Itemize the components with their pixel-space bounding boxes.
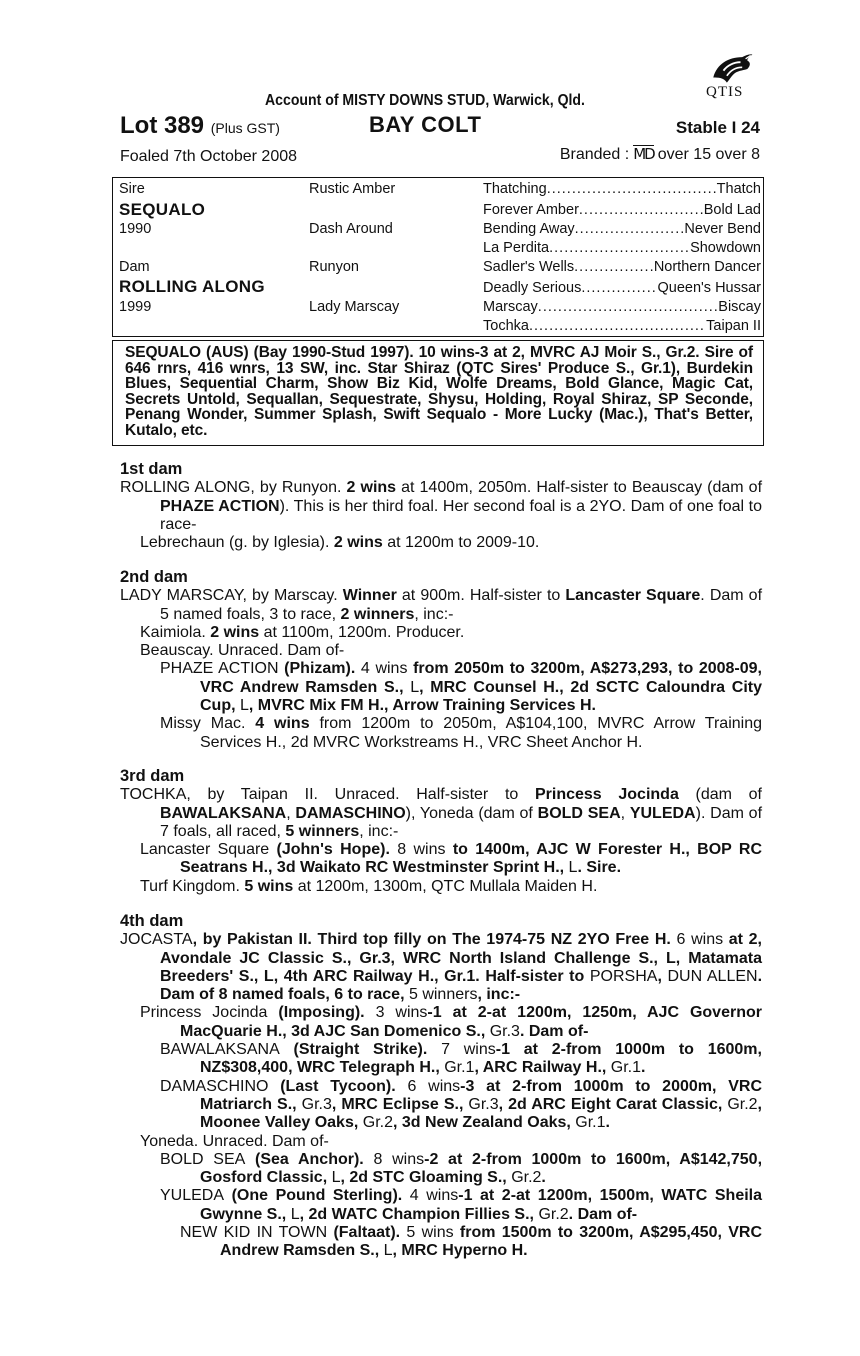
bold-text: , 2d WATC Champion Fillies S., [299,1205,539,1223]
bold-text: (John's Hope). [269,841,398,859]
pedigree-table [112,177,764,337]
bold-text: . [641,1059,646,1077]
bold-text: -1 at 2-at 1200m, 1250m, AJC Governor MacQuarie H., 3d AJC San Domenico S., [180,1004,762,1040]
bold-text: -3 at 2-from 1000m to 2000m, VRC Matriarch S., [200,1077,763,1113]
gen3-name: Forever Amber [483,202,579,218]
gen3-sire: Northern Dancer [653,259,761,275]
gen2-dam-dam: Lady Marscay [309,299,400,315]
gen3-row [483,318,761,334]
sire-year: 1990 [119,221,152,237]
gen3-name: Deadly Serious [483,280,582,296]
bold-text: , inc:- [477,986,521,1004]
lot-label: Lot 389 [120,112,205,139]
bold-text: (Phizam). [278,660,361,678]
bold-text: (Sea Anchor). [245,1150,374,1168]
progeny-paragraph: Kaimiola. 2 wins at 1100m, 1200m. Producer. [140,623,465,641]
third-dam-section [120,767,762,896]
bold-text: to 1400m, AJC W Forester H., BOP RC Seatrans H., 3d Waikato RC Westminster Sprint H., [180,841,763,877]
bold-text: from 1500m to 3200m, A$295,450, VRC Andrew Ramsden S., [220,1224,762,1260]
gen3-row [483,240,761,256]
bold-text: (Faltaat). [327,1224,407,1242]
lot-note: (Plus GST) [210,120,280,136]
gen3-sire: Showdown [690,240,761,256]
bold-text: , MVRC Mix FM H., Arrow Training Services H. [248,697,596,715]
sire-summary-box [112,340,764,446]
progeny-paragraph: Lancaster Square (John's Hope). 8 wins to 1400m, AJC W Forester H., BOP RC Seatrans H., 3d Waikato RC Westminster Sprint H., L. Sire. [140,841,763,877]
bold-text: from 2050m to 3200m, A$273,293, to 2008-09, VRC Andrew Ramsden S., [200,660,763,696]
foaled-date: Foaled 7th October 2008 [120,148,298,165]
gen3-sire: Never Bend [684,221,761,237]
bold-text: , [657,967,668,985]
progeny-paragraph: BAWALAKSANA (Straight Strike). 7 wins-1 at 2-from 1000m to 1600m, NZ$308,400, WRC Telegraph H., Gr.1, ARC Railway H., Gr.1. [160,1041,762,1077]
progeny-paragraph: Turf Kingdom. 5 wins at 1200m, 1300m, QTC Mullala Maiden H. [140,877,598,895]
bold-text: 2 wins [210,623,260,641]
section-title: 1st dam [120,460,183,478]
gen3-name: Marscay [483,299,538,315]
horse-description: BAY COLT [369,112,482,137]
bold-text: (Straight Strike). [279,1041,442,1059]
bold-text: Princess Jocinda [534,786,679,804]
bold-text: , Moonee Valley Oaks, [200,1095,762,1132]
bold-text: -1 at 2-at 1200m, 1500m, WATC Sheila Gwynne S., [200,1187,763,1223]
gen3-row [483,280,761,296]
sire-summary: SEQUALO (AUS) (Bay 1990-Stud 1997). 10 wins-3 at 2, MVRC AJ Moir S., Gr.2. Sire of 646 rnrs, 416 wnrs, 13 SW, inc. Star Shiraz (QTC Sires' Produce S., Gr.1), Burdekin Blues, Sequential Charm, Show Biz Kid, Wolfe Dreams, Bold Glance, Magic Cat, Secrets Untold, Sequallan, Sequestrate, Shysu, Holding, Royal Shiraz, SP Seconde, Penang Wonder, Summer Splash, Swift Sequalo - More Lucky (Mac.), That's Better, Kutalo, etc. [125,344,753,439]
bold-text: at 2, Avondale JC Classic S., Gr.3, WRC North Island Challenge S., L, Matamata Breeders' S., L, 4th ARC Railway H., Gr.1. Half-sister to [160,931,762,985]
progeny-paragraph: YULEDA (One Pound Sterling). 4 wins-1 at 2-at 1200m, 1500m, WATC Sheila Gwynne S., L, 2d WATC Champion Fillies S., Gr.2. Dam of- [160,1187,763,1223]
lot-number [120,112,280,140]
sire-name: SEQUALO [119,200,206,219]
dam-paragraph: TOCHKA, by Taipan II. Unraced. Half-sister to Princess Jocinda (dam of BAWALAKSANA, DAMASCHINO), Yoneda (dam of BOLD SEA, YULEDA). Dam of 7 foals, all raced, 5 winners, inc:- [120,786,763,840]
progeny-paragraph: Princess Jocinda (Imposing). 3 wins-1 at 2-at 1200m, 1250m, AJC Governor MacQuarie H., 3d AJC San Domenico S., Gr.3. Dam of- [140,1004,762,1040]
bold-text: , 2d ARC Eight Carat Classic, [498,1095,728,1113]
gen3-row [483,202,761,218]
bold-text: (Last Tycoon). [268,1077,408,1095]
gen3-row [483,259,761,275]
bold-text: YULEDA [629,804,696,822]
bold-text: 4 wins [255,715,310,733]
bold-text: . [605,1114,610,1132]
bold-text: BOLD SEA [537,804,621,822]
sire-label: Sire [119,181,145,197]
section-title: 2nd dam [120,568,188,586]
bold-text: 2 wins [346,479,397,497]
second-dam-section [120,568,762,752]
bold-text: -2 at 2-from 1000m to 1600m, A$142,750, Gosford Classic, [200,1150,763,1187]
progeny-paragraph: Lebrechaun (g. by Iglesia). 2 wins at 1200m to 2009-10. [140,534,540,552]
bold-text: 2 wins [333,534,383,552]
bold-text: DAMASCHINO [295,804,406,822]
gen3-sire: Taipan II [706,318,761,334]
progeny-paragraph: NEW KID IN TOWN (Faltaat). 5 wins from 1500m to 3200m, A$295,450, VRC Andrew Ramsden S., L, MRC Hyperno H. [180,1224,762,1260]
dam-paragraph: LADY MARSCAY, by Marscay. Winner at 900m. Half-sister to Lancaster Square. Dam of 5 named foals, 3 to race, 2 winners, inc:- [120,587,763,623]
section-title: 4th dam [120,912,184,930]
section-title: 3rd dam [120,767,185,785]
stable-number: Stable I 24 [675,118,760,137]
vendor-account: Account of MISTY DOWNS STUD, Warwick, Qld. [265,92,585,109]
bold-text: PHAZE ACTION [160,497,280,515]
progeny-paragraph: Missy Mac. 4 wins from 1200m to 2050m, A$104,100, MVRC Arrow Training Services H., 2d MVRC Workstreams H., VRC Sheet Anchor H. [160,715,763,751]
bold-text: Winner [342,587,397,605]
progeny-paragraph: BOLD SEA (Sea Anchor). 8 wins-2 at 2-from 1000m to 1600m, A$142,750, Gosford Classic, L, 2d STC Gloaming S., Gr.2. [160,1150,763,1187]
qtis-horse-head-logo [704,52,760,86]
dam-label: Dam [119,259,150,275]
bold-text: -1 at 2-from 1000m to 1600m, NZ$308,400, WRC Telegraph H., [200,1041,762,1077]
gen3-name: La Perdita [483,240,550,256]
gen3-row [483,299,761,315]
bold-text: 2 winners [340,605,415,623]
gen3-row [483,181,761,197]
dam-paragraph: ROLLING ALONG, by Runyon. 2 wins at 1400m, 2050m. Half-sister to Beauscay (dam of PHAZE ACTION). This is her third foal. Her second foal is a 2YO. Dam of one foal to race- [120,479,763,533]
bold-text: . Sire. [577,859,622,877]
dam-name: ROLLING ALONG [119,277,265,296]
gen3-sire: Queen's Hussar [657,280,761,296]
bold-text: , MRC Eclipse S., [331,1095,469,1113]
fourth-dam-section [120,912,762,1261]
bold-text: 5 winners [285,822,360,840]
brand-info [560,146,760,164]
gen3-row [483,221,761,237]
bold-text: , MRC Hyperno H. [392,1242,528,1260]
gen2-dam-sire: Runyon [309,259,359,275]
progeny-paragraph: DAMASCHINO (Last Tycoon). 6 wins-3 at 2-from 1000m to 2000m, VRC Matriarch S., Gr.3, MRC Eclipse S., Gr.3, 2d ARC Eight Carat Classic, Gr.2, Moonee Valley Oaks, Gr.2, 3d New Zealand Oaks, Gr.1. [160,1077,763,1132]
gen2-sire-sire: Rustic Amber [309,181,396,197]
first-dam-section [120,460,762,552]
bold-text: , 2d STC Gloaming S., [340,1169,512,1187]
gen2-sire-dam: Dash Around [309,221,393,237]
bold-text: . Dam of- [519,1022,589,1040]
branded-label: Branded : [559,146,630,163]
gen3-name: Thatching [483,181,547,197]
progeny-paragraph: PHAZE ACTION (Phizam). 4 wins from 2050m to 3200m, A$273,293, to 2008-09, VRC Andrew Ramsden S., L, MRC Counsel H., 2d SCTC Caloundra City Cup, L, MVRC Mix FM H., Arrow Training Services H. [160,660,763,715]
progeny-paragraph: Yoneda. Unraced. Dam of- [140,1132,329,1150]
gen3-sire: Biscay [718,299,761,315]
dam-year: 1999 [119,299,152,315]
bold-text: Lancaster Square [565,587,701,605]
brand-mark: MD [633,145,654,163]
bold-text: BAWALAKSANA [160,804,287,822]
bold-text: (One Pound Sterling). [224,1187,410,1205]
bold-text: 5 wins [244,877,294,895]
bold-text: (Imposing). [267,1004,376,1022]
gen3-name: Sadler's Wells [483,259,575,275]
bold-text: , by Pakistan II. Third top filly on The 1974-75 NZ 2YO Free H. [192,931,677,949]
bold-text: , MRC Counsel H., 2d SCTC Caloundra City Cup, [200,678,762,715]
gen3-sire: Thatch [716,181,761,197]
progeny-paragraph: Beauscay. Unraced. Dam of- [140,642,345,660]
bold-text: . Dam of- [568,1205,638,1223]
branded-rest: over 15 over 8 [657,146,760,163]
bold-text: . Dam of 8 named foals, 6 to race, [160,967,763,1004]
gen3-name: Bending Away [483,221,575,237]
bold-text: , ARC Railway H., [474,1059,611,1077]
bold-text: . [541,1169,546,1187]
dam-paragraph: JOCASTA, by Pakistan II. Third top filly on The 1974-75 NZ 2YO Free H. 6 wins at 2, Avondale JC Classic S., Gr.3, WRC North Island Challenge S., L, Matamata Breeders' S., L, 4th ARC Railway H., Gr.1. Half-sister to PORSHA, DUN ALLEN. Dam of 8 named foals, 6 to race, 5 winners, inc:- [120,931,763,1004]
gen3-sire: Bold Lad [703,202,761,218]
bold-text: , 3d New Zealand Oaks, [392,1114,576,1132]
logo-text: QTIS [706,84,744,100]
gen3-name: Tochka [483,318,529,334]
